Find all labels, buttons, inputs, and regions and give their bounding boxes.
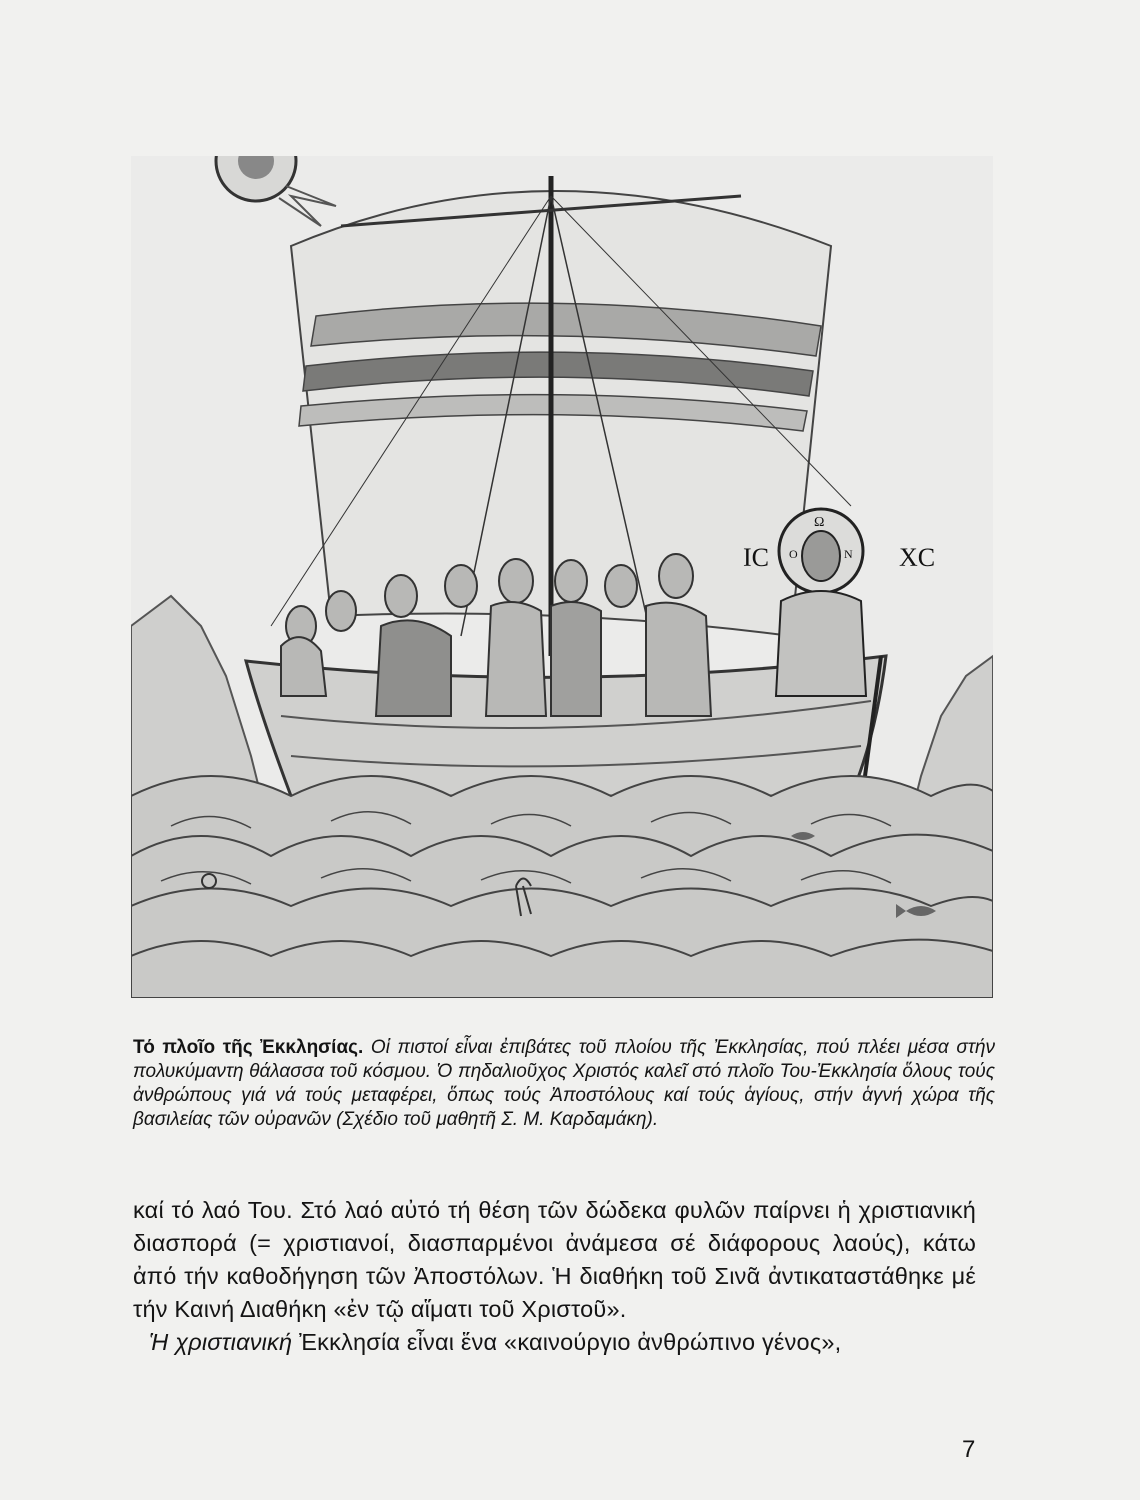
paragraph-2-italic: Ἡ χριστιανική [149,1329,293,1355]
paragraph-2 [133,1326,976,1359]
ic-inscription: ΙC [743,543,769,572]
ship-drawing [131,156,993,998]
svg-text:Ω: Ω [814,515,825,530]
comet-icon [216,156,336,226]
svg-text:Ν: Ν [844,547,853,561]
caption-title: Τό πλοῖο τῆς Ἐκκλησίας. [133,1037,364,1058]
ship-of-church-illustration [131,156,993,998]
page-number: 7 [962,1436,976,1463]
figure-caption [133,1036,995,1132]
xc-inscription: ΧC [899,543,936,572]
svg-text:Ο: Ο [789,547,798,561]
paragraph-1: καί τό λαό Του. Στό λαό αὐτό τή θέση τῶν δώδεκα φυλῶν παίρνει ἡ χριστιανική διασπορά (= χριστιανοί, διασπαρμένοι ἀνάμεσα σέ διάφορους λαούς), κάτω ἀπό τήν καθοδήγηση τῶν Ἀποστόλων. Ἡ διαθήκη τοῦ Σινᾶ ἀντικαταστάθηκε μέ τήν Καινή Διαθήκη «ἐν τῷ αἵματι τοῦ Χριστοῦ». [133,1197,976,1322]
main-text [133,1194,976,1359]
paragraph-2-rest: Ἐκκλησία εἶναι ἕνα «καινούργιο ἀνθρώπινο γένος», [292,1329,842,1355]
sea-waves [131,776,993,998]
caption-text: Οἱ πιστοί εἶναι ἐπιβάτες τοῦ πλοίου τῆς Ἐκκλησίας, πού πλέει μέσα στήν πολυκύμαντη θάλασσα τοῦ κόσμου. Ὁ πηδαλιοῦχος Χριστός καλεῖ στό πλοῖο Του-Ἐκκλησία ὅλους τούς ἀνθρώπους γιά νά τούς μεταφέρει, ὅπως τούς Ἀποστόλους καί τούς ἁγίους, στήν ἁγνή χώρα τῆς βασιλείας τῶν οὐρανῶν (Σχέδιο τοῦ μαθητῆ Σ. Μ. Καρδαμάκη). [133,1037,995,1130]
